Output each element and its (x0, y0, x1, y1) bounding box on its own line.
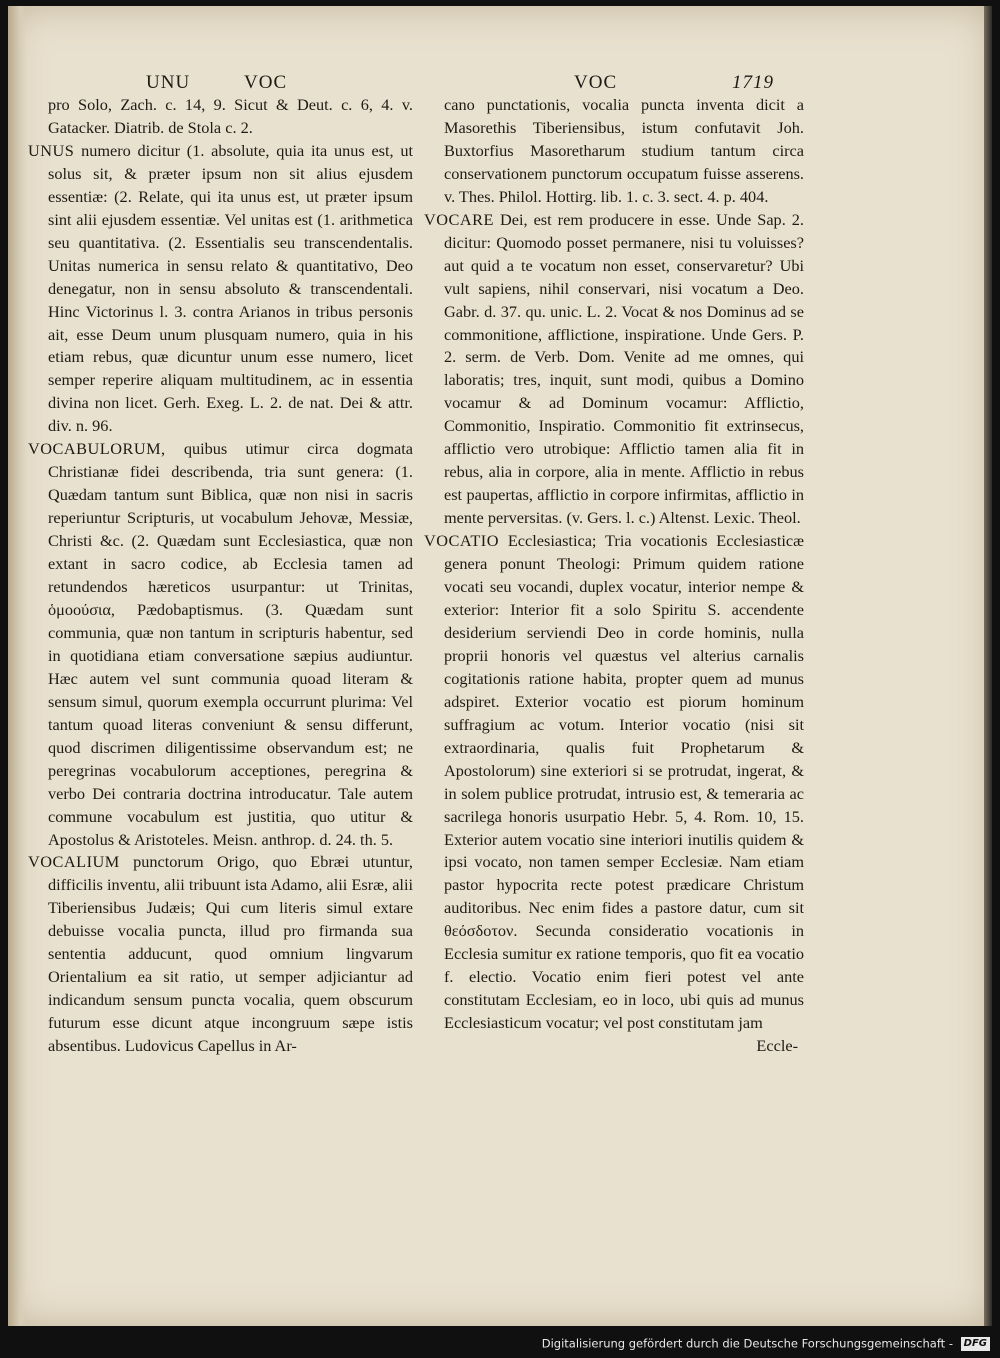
entry-vocare (424, 209, 804, 530)
headword: VOCARE (424, 209, 494, 229)
continuation-text: pro Solo, Zach. c. 14, 9. Sicut & Deut. c. 6, 4. v. Gatacker. Diatrib. de Stola c. 2. (48, 95, 413, 137)
book-page (8, 6, 992, 1326)
entry-text: numero dicitur (1. absolute, quia ita unus est, ut solus sit, & præter ipsum non sit alius ejusdem essentiæ: (2. Relate, qui ita unus est, ut præter ipsum sint alii ejusdem essentiæ. Vel unitas est (1. arithmetica seu quantitativa. (2. Essentialis seu transcendentalis. Unitas numerica in sensu relato & quantitativo, Deo denegatur, non in sensu absoluto & transcendentali. Hinc Victorinus l. 3. contra Arianos in tribus personis ait, esse Deum unum plusquam numero, quia in his etiam rebus, quæ dicuntur unum esse numero, licet semper reperire aliquam multitudinem, ac in essentia divina non licet. Gerh. Exeg. L. 2. de nat. Dei & attr. div. n. 96. (48, 140, 413, 436)
entry-vocabulorum (28, 438, 413, 851)
entry-unus (28, 140, 413, 438)
funding-notice: Digitalisierung gefördert durch die Deutsche Forschungsgemeinschaft - (541, 1336, 953, 1351)
entry-text: Ecclesiastica; Tria vocationis Ecclesiasticæ genera ponunt Theologi: Primum quidem ratione vocati seu vocandi, duplex vocatur, interior nempe & exterior: Interior fit a solo Spiritu S. accendente desiderium serviendi Deo in corde hominis, nulla proprii honoris vel quæstus vel alterius carnalis cogitationis ratione habita, propter quem ad munus adspiret. Exterior vocatio est piorum hominum suffragium ac votum. Interior vocatio (nisi sit extraordinaria, qualis fuit Prophetarum & Apostolorum) sine exteriori si se protrudat, ingerat, & in solem publice protrudat, intrusio est, & temeraria ac sacrilega honoris usurpatio Hebr. 5, 4. Rom. 10, 15. Exterior autem vocatio sine interiori inutilis quidem & ipsi vocato, non tamen semper Ecclesiæ. Nam etiam pastor hypocrita recte potest prædicare Christum auditoribus. Nec enim fides a pastore datur, cum sit θεόσδοτον. Secunda consideratio vocationis in Ecclesia sumitur ex ratione temporis, quo fit ea vocatio f. electio. Vocatio enim fieri potest vel ante constitutam Ecclesiam, eo in loco, ubi quis ad munus Ecclesiasticum vocatur; vel post constitutam jam (444, 531, 804, 1033)
digitization-footer (0, 1336, 990, 1354)
entry-text: punctorum Origo, quo Ebræi utuntur, difficilis inventu, alii tribuunt ista Adamo, alii Esræ, alii Tiberiensibus Judæis; Qui cum literis simul extare debuisse vocalia puncta, illud pro firmanda sua sententia adducunt, quod omnium lingvarum Orientalium ea sit ratio, ut semper adjiciantur ad indicandum sensum puncta vocalia, quem obscurum futurum esse dicunt atque incongruum sæpe istis absentibus. Ludovicus Capellus in Ar- (48, 852, 413, 1056)
entry-text: Dei, est rem producere in esse. Unde Sap. 2. dicitur: Quomodo posset permanere, nisi tu voluisses? aut quid a te vocatum non esset, conservaretur? Ubi vult sapiens, nihil conservari, nisi vocatum a Deo. Gabr. d. 37. qu. unic. L. 2. Vocat & nos Dominus ad se commonitione, afflictione, inspiratione. Unde Gers. P. 2. serm. de Verb. Dom. Venite ad me omnes, qui laboratis; tres, inquit, sunt modi, quibus a Domino vocamur & ad Dominum vocamur: Afflictio, Commonitio, Inspiratio. Commonitio fit extrinsecus, afflictio vero utrobique: Afflictio tamen alia fit in rebus, alia in corpore, alia in mente. Afflictio in rebus est paupertas, afflictio in corpore infirmitas, afflictio in mente perversitas. (v. Gers. l. c.) Altenst. Lexic. Theol. (444, 209, 804, 528)
entry-text: quibus utimur circa dogmata Christianæ fidei describenda, tria sunt genera: (1. Quædam tantum sunt Biblica, quæ non nisi in sacris reperiuntur Scripturis, ut vocabulum Jehovæ, Messiæ, Christi &c. (2. Quædam sunt Ecclesiastica, quæ non extant in sacro codice, ab Ecclesia tamen ad retundendos hæreticos usurpantur: ut Trinitas, ὁμοούσια, Pædobaptismus. (3. Quædam sunt communia, quæ non tantum in scripturis habentur, sed in quotidiana etiam conversatione sæpius audiuntur. Hæc autem vel sunt communia quoad literam & sensum simul, quorum exempla occurrunt plurima: Vel tantum quoad literas conveniunt & sensu differunt, quod discrimen diligentissime observandum est; ne peregrinas vocabulorum acceptiones, peregrina & verbo Dei contraria doctrina introducatur. Tale autem commune vocabulum est justitia, quo utitur & Apostolus & Aristoteles. Meisn. anthrop. d. 24. th. 5. (48, 439, 413, 849)
page-spine-shadow (8, 6, 26, 1326)
dfg-logo: DFG (961, 1337, 990, 1351)
running-head-left-2: VOC (244, 72, 288, 93)
page-number: 1719 (732, 72, 774, 93)
headword: VOCALIUM (28, 852, 120, 872)
headword: VOCATIO (424, 531, 499, 551)
page-edge-shadow (984, 6, 992, 1326)
running-head-right-1: VOC (574, 72, 618, 93)
headword: UNUS (28, 140, 75, 160)
left-column (28, 94, 413, 1058)
continuation-text: cano punctationis, vocalia puncta inventa dicit a Masorethis Tiberiensibus, istum confutavit Joh. Buxtorfius Masoretharum studium tantum circa conservationem punctorum occupatum fuisse asserens. v. Thes. Philol. Hottirg. lib. 1. c. 3. sect. 4. p. 404. (444, 95, 804, 206)
running-head-left-1: UNU (146, 72, 191, 93)
entry-vocalium (28, 851, 413, 1058)
catchword: Eccle- (756, 1036, 798, 1056)
entry-vocatio (424, 530, 804, 1035)
right-column (424, 94, 804, 1058)
headword: VOCABULORUM, (28, 439, 166, 459)
